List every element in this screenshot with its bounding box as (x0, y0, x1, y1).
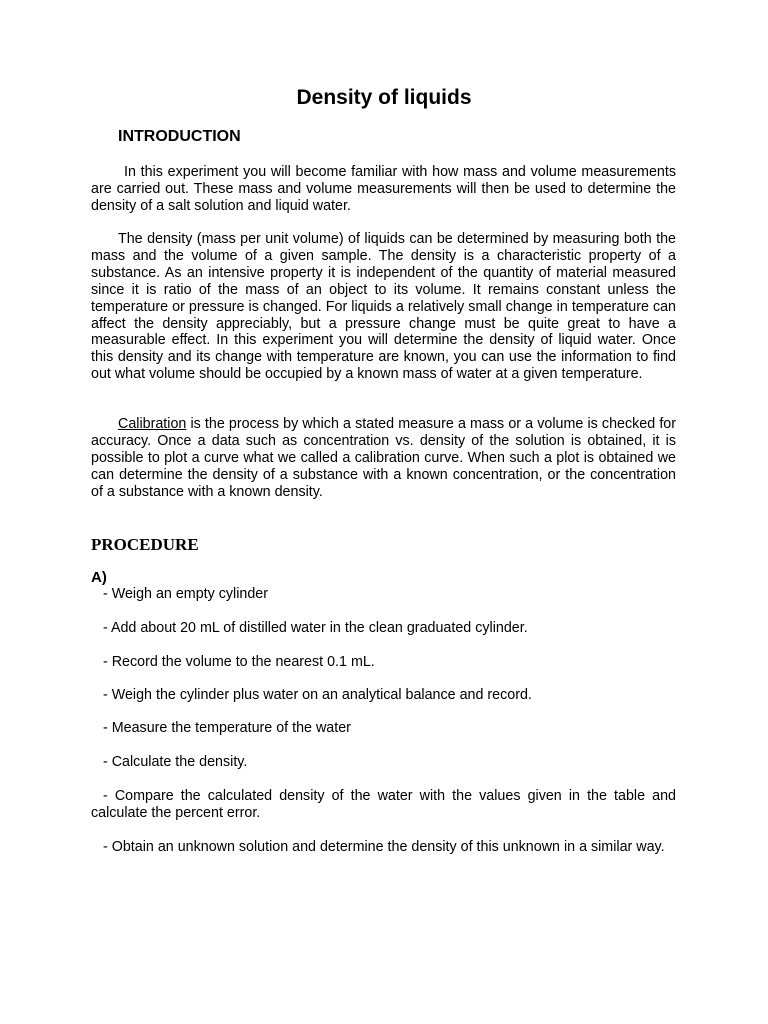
procedure-section-a-label: A) (91, 569, 107, 586)
procedure-step: - Add about 20 mL of distilled water in the clean graduated cylinder. (103, 620, 528, 636)
document-title: Density of liquids (296, 86, 472, 109)
introduction-paragraph: In this experiment you will become familiar with how mass and volume measurements are carried out. These mass and volume measurements will then be used to determine the density of a salt solution and liquid water. (91, 164, 676, 214)
calibration-definition: is the process by which a stated measure a mass or a volume is checked for accuracy. Once a data such as concentration vs. density of the solution is obtained, it is possible to plot a curve what we called a calibration curve. When such a plot is obtained we can determine the density of a substance with a known concentration, or the concentration of a substance with a known density. (91, 416, 676, 500)
introduction-paragraph: The density (mass per unit volume) of liquids can be determined by measuring both the mass and the volume of a given sample. The density is a characteristic property of a substance. As an intensive property it is independent of the quantity of material measured since it is ratio of the mass of an object to its volume. It remains constant unless the temperature or pressure is changed. For liquids a relatively small change in temperature can affect the density appreciably, but a pressure change must be quite great to have a measurable effect. In this experiment you will determine the density of liquid water. Once this density and its change with temperature are known, you can use the information to find out what volume should be occupied by a known mass of water at a given temperature. (91, 231, 676, 383)
procedure-step: - Calculate the density. (103, 754, 248, 770)
procedure-step: - Weigh an empty cylinder (103, 586, 269, 602)
procedure-step: - Weigh the cylinder plus water on an analytical balance and record. (103, 687, 532, 703)
procedure-step: - Record the volume to the nearest 0.1 mL. (103, 654, 375, 670)
procedure-heading: PROCEDURE (91, 535, 199, 554)
procedure-step: - Compare the calculated density of the water with the values given in the table and calculate the percent error. (91, 788, 676, 821)
procedure-step: - Obtain an unknown solution and determine the density of this unknown in a similar way. (103, 839, 665, 855)
introduction-heading: INTRODUCTION (118, 128, 241, 145)
calibration-paragraph (91, 416, 676, 501)
procedure-step: - Measure the temperature of the water (103, 720, 351, 736)
calibration-term: Calibration (118, 416, 187, 432)
